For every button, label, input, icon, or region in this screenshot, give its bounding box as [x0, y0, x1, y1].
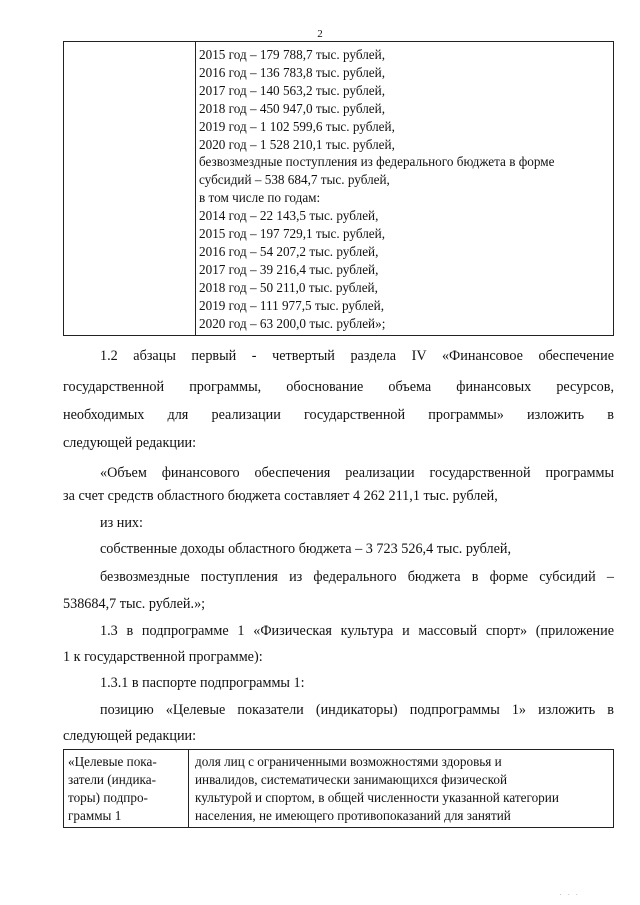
financing-line: 2019 год – 111 977,5 тыс. рублей, [199, 297, 385, 313]
federal-subsidy-line: безвозмездные поступления из федерального бюджета в форме субсидий – [100, 569, 614, 585]
indicators-text-line: доля лиц с ограниченными возможностями здоровья и [195, 754, 502, 769]
indicators-label-line: торы) подпро- [68, 789, 148, 805]
financing-line: 2016 год – 136 783,8 тыс. рублей, [199, 64, 385, 80]
financing-line: субсидий – 538 684,7 тыс. рублей, [199, 172, 390, 188]
position-line: следующей редакции: [63, 728, 197, 744]
financing-line: 2020 год – 63 200,0 тыс. рублей»; [199, 315, 386, 331]
financing-table-values-cell [196, 42, 614, 336]
financing-line: 2017 год – 39 216,4 тыс. рублей, [199, 261, 379, 277]
indicators-text-line: инвалидов, систематически занимающихся физической [195, 771, 507, 787]
of-them-line: из них: [100, 515, 143, 531]
paragraph-1-2-line: 1.2 абзацы первый - четвертый раздела IV «Финансовое обеспечение [100, 348, 614, 364]
indicators-label-line: граммы 1 [68, 807, 122, 823]
paragraph-1-3-line: 1.3 в подпрограмме 1 «Физическая культура и массовый спорт» (приложение [100, 623, 614, 639]
financing-line: 2020 год – 1 528 210,1 тыс. рублей, [199, 136, 395, 152]
financing-table [63, 41, 614, 336]
paragraph-1-3-1-line: 1.3.1 в паспорте подпрограммы 1: [100, 675, 305, 691]
position-line: позицию «Целевые показатели (индикаторы) подпрограммы 1» изложить в [100, 702, 614, 718]
own-income-line: собственные доходы областного бюджета – 3 723 526,4 тыс. рублей, [100, 541, 512, 557]
indicators-text-line: культурой и спортом, в общей численности указанной категории [195, 789, 559, 805]
paragraph-1-2-line: необходимых для реализации государственной программы» изложить в [63, 407, 614, 423]
indicators-text-line: населения, не имеющего противопоказаний для занятий [195, 807, 511, 823]
paragraph-1-2-line: государственной программы, обоснование объема финансовых ресурсов, [63, 379, 614, 395]
paragraph-1-2-line: следующей редакции: [63, 435, 197, 451]
financing-line: 2015 год – 197 729,1 тыс. рублей, [199, 226, 385, 242]
federal-subsidy-line: 538684,7 тыс. рублей.»; [63, 596, 206, 612]
indicators-label-line: затели (индика- [68, 771, 156, 787]
indicators-label-cell [64, 750, 189, 828]
paragraph-1-3-line: 1 к государственной программе): [63, 649, 263, 665]
financing-line: 2018 год – 50 211,0 тыс. рублей, [199, 279, 378, 295]
financing-line: 2014 год – 22 143,5 тыс. рублей, [199, 208, 379, 224]
quote-line: за счет средств областного бюджета составляет 4 262 211,1 тыс. рублей, [63, 488, 498, 504]
indicators-label-line: «Целевые пока- [68, 754, 157, 769]
financing-line: 2016 год – 54 207,2 тыс. рублей, [199, 243, 379, 259]
financing-line: безвозмездные поступления из федерального бюджета в форме [199, 154, 555, 170]
financing-line: 2019 год – 1 102 599,6 тыс. рублей, [199, 118, 395, 134]
indicators-table [63, 749, 614, 828]
financing-table-label-cell [64, 42, 196, 336]
financing-line: 2018 год – 450 947,0 тыс. рублей, [199, 100, 385, 116]
financing-line: 2017 год – 140 563,2 тыс. рублей, [199, 82, 385, 98]
indicators-text-cell [189, 750, 614, 828]
quote-line: «Объем финансового обеспечения реализации государственной программы [100, 465, 614, 481]
financing-line: 2015 год – 179 788,7 тыс. рублей, [199, 47, 385, 62]
financing-line: в том числе по годам: [199, 190, 321, 206]
scan-mark: · · · [559, 891, 580, 899]
page-number: 2 [317, 28, 323, 40]
